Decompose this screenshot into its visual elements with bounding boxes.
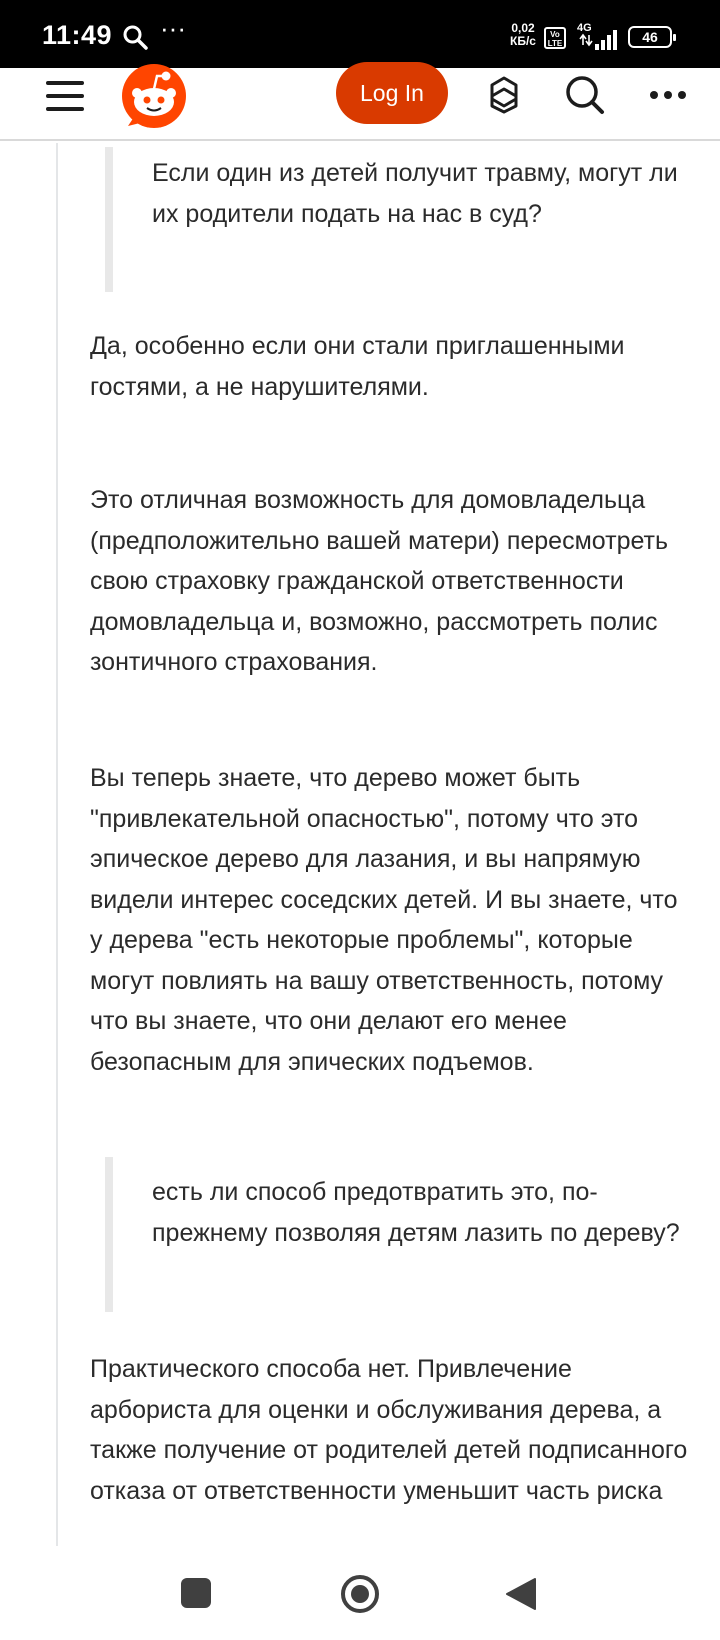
- menu-icon[interactable]: [46, 77, 84, 111]
- home-icon[interactable]: [340, 1574, 380, 1614]
- paragraph-3: Вы теперь знаете, что дерево может быть "привлекательной опасностью", потому что это эпическое дерево для лазания, и вы напрямую видели интерес соседских детей. И вы знаете, что у дерева "есть некоторые проблемы", которые могут повлиять на вашу ответственность, потому что вы знаете, что они делают его менее безопасным для эпических подъемов.: [90, 764, 678, 1076]
- reddit-logo-icon[interactable]: [120, 62, 188, 130]
- app-header: [0, 68, 720, 141]
- paragraph-2: Это отличная возможность для домовладельца (предположительно вашей матери) пересмотреть свою страховку гражданской ответственности домовладельца и, возможно, рассмотреть полис зонтичного страхования.: [90, 486, 669, 676]
- system-navigation-bar: [0, 1546, 720, 1640]
- search-icon[interactable]: [564, 74, 606, 116]
- get-app-icon[interactable]: [483, 74, 525, 116]
- back-icon[interactable]: [505, 1577, 537, 1611]
- more-notifications-icon: ···: [160, 13, 186, 43]
- network-speed: 0,02 КБ/с: [510, 21, 536, 48]
- quote-text: Если один из детей получит травму, могут ли их родители подать на нас в суд?: [152, 159, 678, 228]
- paragraph-1: Да, особенно если они стали приглашенными гостями, а не нарушителями.: [90, 332, 625, 401]
- volte-icon: Vo LTE: [544, 27, 566, 49]
- blockquote-1: [105, 147, 685, 292]
- quote-text: есть ли способ предотвратить это, по-прежнему позволяя детям лазить по дереву?: [152, 1178, 680, 1247]
- search-notification-icon: [122, 24, 148, 50]
- log-in-button[interactable]: Log In: [336, 62, 448, 124]
- clock: 11:49: [42, 20, 113, 50]
- more-options-icon[interactable]: [648, 74, 690, 116]
- comment-thread-line[interactable]: [56, 143, 58, 1546]
- battery-icon: 46: [628, 26, 672, 48]
- signal-icon: [578, 30, 620, 50]
- network-type: 4G: [577, 22, 592, 34]
- blockquote-2: [105, 1157, 685, 1312]
- recent-apps-icon[interactable]: [181, 1578, 211, 1608]
- paragraph-4: Практического способа нет. Привлечение арбориста для оценки и обслуживания дерева, а также получение от родителей детей подписанного отказа от ответственности уменьшит часть риска: [90, 1355, 688, 1505]
- status-bar: [0, 0, 720, 68]
